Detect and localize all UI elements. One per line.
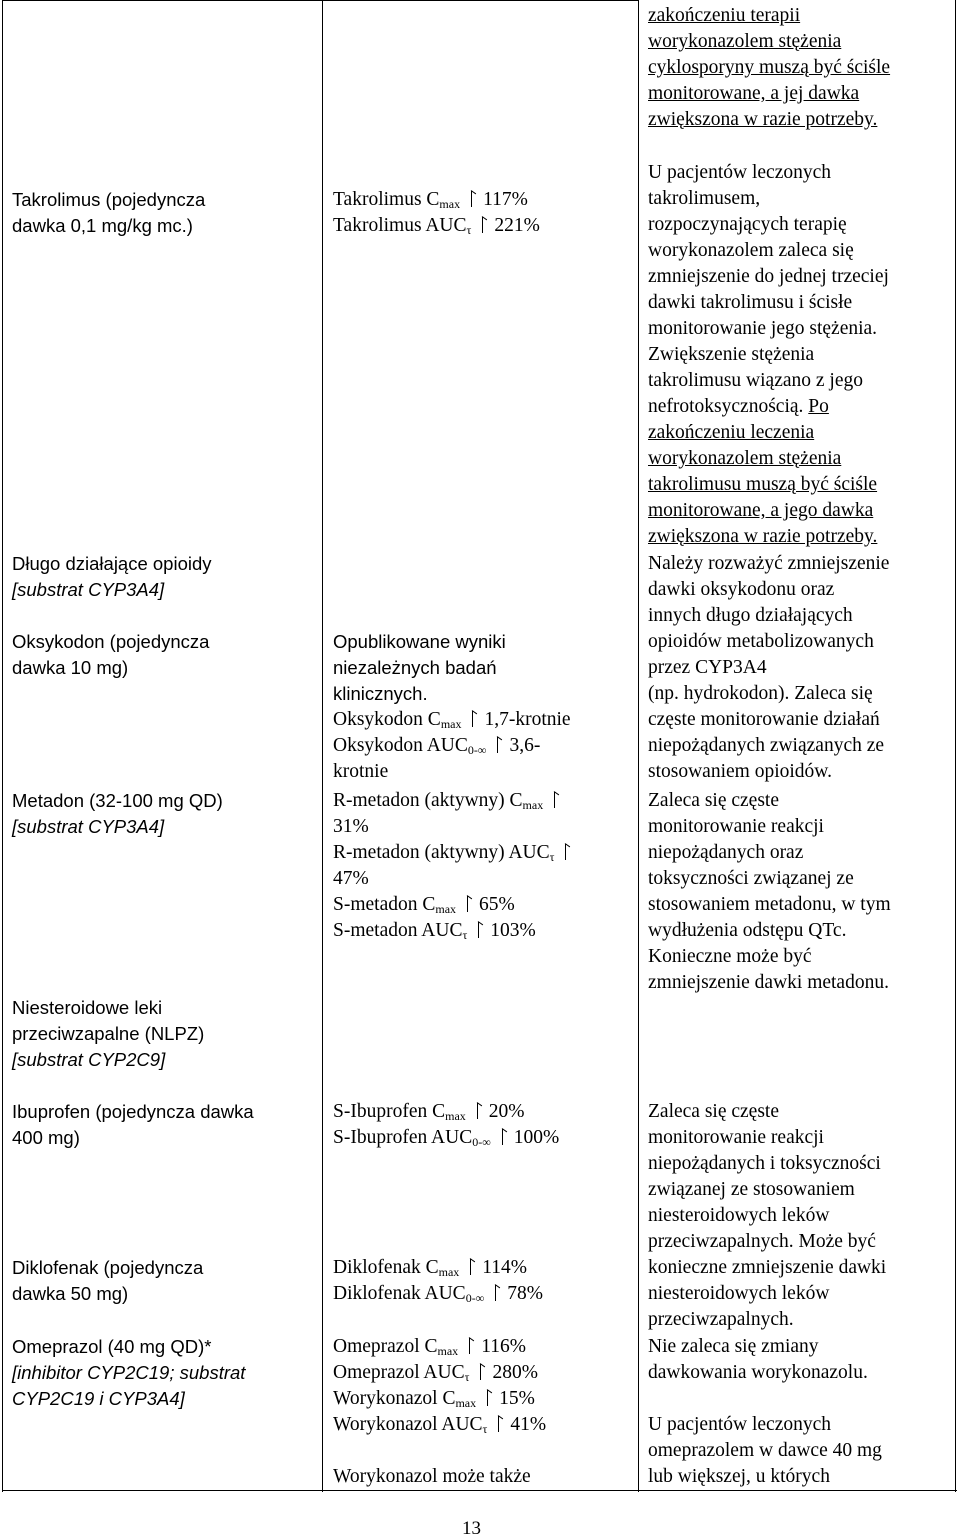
increase-arrow-icon [475,1362,486,1380]
pk-line: Omeprazol $AUC_\tau$ 280% [333,1362,538,1384]
pk-line: S-metadon $C_{max}$ 65% [333,894,515,916]
methadone-substance: Metadon (32-100 mg QD) [substrat CYP3A4] [12,790,223,837]
pk-line: S-Ibuprofen $AUC_{0-\infty}$ 100% [333,1127,560,1149]
increase-arrow-icon [472,1101,483,1119]
pk-line: Oksykodon $AUC_{0-\infty}$ 3,6- [333,735,541,757]
increase-arrow-icon [549,790,560,808]
pk-subscript: max [438,1265,460,1279]
pk-subscript: τ [549,850,555,864]
pk-subscript: 0-∞ [467,743,487,757]
pk-line: krotnie [333,761,389,782]
increase-arrow-icon [497,1127,508,1145]
takrolimus-effect [333,187,540,239]
underlined-fragment: Po [808,396,829,417]
pk-subscript: max [445,1109,466,1123]
opioids-group-header: Długo działające opioidy [substrat CYP3A4] [12,553,212,600]
pk-line: R-metadon (aktywny) $AUC_\tau$ [333,840,577,866]
table-border-top-left [2,0,322,1]
omeprazole-recommendation-b: U pacjentów leczonych omeprazolem w dawce 40 mg lub większej, u których [648,1414,882,1487]
oxycodone-effect [333,707,571,785]
pk-subscript: 0-∞ [472,1135,491,1149]
increase-arrow-icon [465,1257,476,1275]
pk-line: Oksykodon $C_{max}$ 1,7-krotnie [333,709,571,731]
pk-line: 47% [333,868,369,889]
table-border-top-mid [322,0,638,1]
pk-subscript: max [522,798,544,812]
increase-arrow-icon [466,189,477,207]
nsaid-recommendation: Zaleca się częste monitorowanie reakcji niepożądanych i toksyczności związanej ze stosowaniem niesteroidowych leków przeciwzapalnych. Może być konieczne zmniejszenie dawki niesteroidowych leków przeciwzapalnych. [648,1101,887,1330]
pk-line: Diklofenak $AUC_{0-\infty}$ 78% [333,1283,544,1305]
increase-arrow-icon [482,1388,493,1406]
cyclosporine-recommendation-continued: zakończeniu terapii worykonazolem stężenia cyklosporyny muszą być ściśle monitorowane, a jej dawka zwiększona w razie potrzeby. [648,5,891,130]
diclofenac-substance: Diklofenak (pojedyncza dawka 50 mg) [12,1257,204,1304]
increase-arrow-icon [467,709,478,727]
pk-line: Omeprazol $C_{max}$ 116% [333,1336,526,1358]
increase-arrow-icon [493,1414,504,1432]
pk-subscript: max [439,197,461,211]
pk-subscript: τ [462,928,468,942]
pk-subscript: τ [464,1370,470,1384]
pk-subscript: max [440,717,462,731]
omeprazole-substance: Omeprazol (40 mg QD)* [inhibitor CYP2C19; substrat CYP2C19 i CYP3A4] [12,1336,246,1409]
pk-subscript: τ [482,1422,488,1436]
pk-line: Worykonazol $C_{max}$ 15% [333,1388,535,1410]
oxycodone-effect-intro: Opublikowane wyniki niezależnych badań klinicznych. [333,631,506,704]
column-divider-2 [638,0,639,1492]
page-number: 13 [462,1518,481,1539]
table-border-bottom [2,1490,957,1491]
pk-line: R-metadon (aktywny) $C_{max}$ [333,788,577,814]
increase-arrow-icon [560,842,571,860]
increase-arrow-icon [477,215,488,233]
pk-line: Takrolimus $AUC_\tau$ 221% [333,215,540,237]
increase-arrow-icon [473,920,484,938]
pk-line: Worykonazol $AUC_\tau$ 41% [333,1414,547,1436]
pk-subscript: max [435,902,457,916]
methadone-recommendation: Zaleca się częste monitorowanie reakcji niepożądanych oraz toksyczności związanej ze stosowaniem metadonu, w tym wydłużenia odstępu QTc. Konieczne może być zmniejszenie dawki metadonu. [648,790,891,993]
omeprazole-effect [333,1334,546,1438]
pk-line: Diklofenak $C_{max}$ 114% [333,1257,528,1279]
pk-line: S-metadon $AUC_\tau$ 103% [333,920,536,942]
pk-line: 31% [333,816,369,837]
pk-subscript: max [455,1396,477,1410]
ibuprofen-effect [333,1099,559,1151]
omeprazole-recommendation-a: Nie zaleca się zmiany dawkowania worykonazolu. [648,1336,868,1383]
omeprazole-effect-tail: Worykonazol może także [333,1466,531,1487]
methadone-effect [333,788,577,944]
takrolimus-recommendation: U pacjentów leczonych takrolimusem, rozpoczynających terapię worykonazolem zaleca się zmniejszenie do jednej trzeciej dawki takrolimusu i ścisłe monitorowanie jego stężenia. Zwiększenie stężenia takrolimusu wiązano z jego nefrotoksycznością. Po zakończeniu leczenia worykonazolem stężenia takrolimusu muszą być ściśle monitorowane, a jego dawka zwiększona w razie potrzeby. [648,162,889,547]
pk-line: S-Ibuprofen $C_{max}$ 20% [333,1101,525,1123]
increase-arrow-icon [490,1283,501,1301]
increase-arrow-icon [492,735,503,753]
pk-subscript: max [437,1344,459,1358]
column-divider-1 [322,0,323,1492]
table-border-left [2,0,3,1492]
oxycodone-substance: Oksykodon (pojedyncza dawka 10 mg) [12,631,210,678]
nsaid-group-header: Niesteroidowe leki przeciwzapalne (NLPZ) [substrat CYP2C9] [12,997,205,1070]
pk-line: Takrolimus $C_{max}$ 117% [333,189,528,211]
pk-subscript: 0-∞ [465,1291,485,1305]
takrolimus-substance: Takrolimus (pojedyncza dawka 0,1 mg/kg mc.) [12,189,206,236]
table-border-right [955,0,956,1492]
nefro-line: nefrotoksycznością. Po [648,396,829,417]
diclofenac-effect [333,1255,543,1307]
oxycodone-recommendation: Należy rozważyć zmniejszenie dawki oksykodonu oraz innych długo działających opioidów metabolizowanych przez CYP3A4 (np. hydrokodon). Zaleca się częste monitorowanie działań niepożądanych związanych ze stosowaniem opioidów. [648,553,890,782]
increase-arrow-icon [462,894,473,912]
ibuprofen-substance: Ibuprofen (pojedyncza dawka 400 mg) [12,1101,254,1148]
increase-arrow-icon [464,1336,475,1354]
pk-subscript: τ [466,223,472,237]
